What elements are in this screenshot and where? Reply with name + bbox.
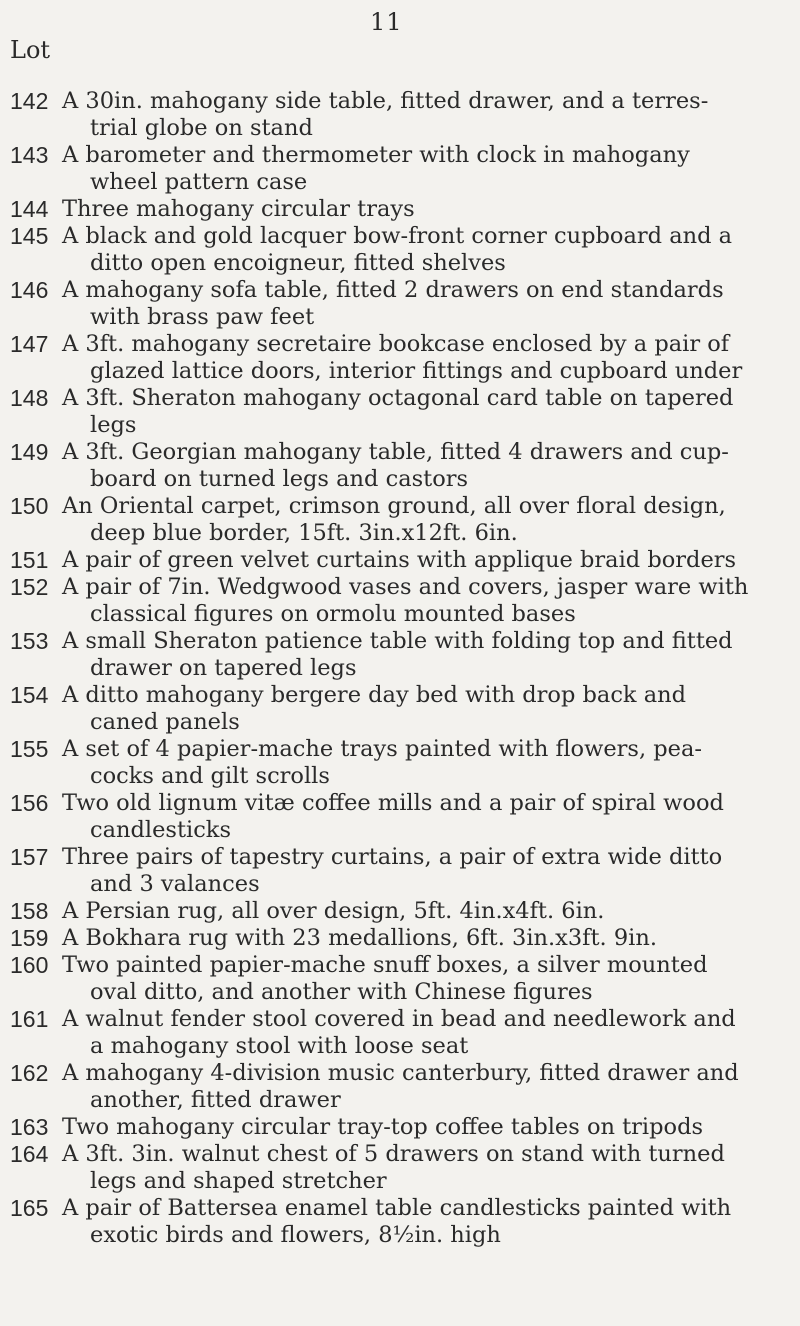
lot-entry xyxy=(10,682,790,736)
lot-description xyxy=(62,1060,790,1114)
lot-entry xyxy=(10,493,790,547)
lot-description-line: glazed lattice doors, interior fittings and cupboard under xyxy=(90,358,743,384)
lot-description-line: A mahogany 4-division music canterbury, fitted drawer and xyxy=(62,1060,739,1086)
lot-description xyxy=(62,223,790,277)
lot-description xyxy=(62,547,790,574)
lot-list xyxy=(10,88,790,1249)
lot-entry xyxy=(10,547,790,574)
lot-number: 161 xyxy=(10,1006,49,1032)
lot-description-line: An Oriental carpet, crimson ground, all over floral design, xyxy=(62,493,726,519)
lot-entry xyxy=(10,439,790,493)
lot-description-line: board on turned legs and castors xyxy=(90,466,469,492)
lot-description xyxy=(62,1114,790,1141)
lot-description-line: A walnut fender stool covered in bead and needlework and xyxy=(62,1006,736,1032)
lot-description-line: exotic birds and flowers, 8½in. high xyxy=(90,1222,501,1248)
lot-entry xyxy=(10,1141,790,1195)
lot-description-line: A pair of 7in. Wedgwood vases and covers, jasper ware with xyxy=(62,574,749,600)
lot-description xyxy=(62,331,790,385)
lot-description-line: A 30in. mahogany side table, fitted drawer, and a terres- xyxy=(62,88,709,114)
lot-number: 148 xyxy=(10,385,49,411)
lot-entry xyxy=(10,1006,790,1060)
lot-description xyxy=(62,682,790,736)
lot-description-line: and 3 valances xyxy=(90,871,260,897)
lot-description-line: A 3ft. Sheraton mahogany octagonal card table on tapered xyxy=(62,385,734,411)
lot-description xyxy=(62,952,790,1006)
lot-number: 147 xyxy=(10,331,49,357)
lot-description-line: another, fitted drawer xyxy=(90,1087,341,1113)
page-number: 11 xyxy=(370,8,403,36)
lot-number: 156 xyxy=(10,790,49,816)
lot-description-line: A small Sheraton patience table with folding top and fitted xyxy=(62,628,733,654)
lot-description-line: deep blue border, 15ft. 3in.x12ft. 6in. xyxy=(90,520,518,546)
lot-description-line: A Bokhara rug with 23 medallions, 6ft. 3in.x3ft. 9in. xyxy=(62,925,657,951)
lot-description-line: Two mahogany circular tray-top coffee tables on tripods xyxy=(62,1114,704,1140)
lot-number: 157 xyxy=(10,844,49,870)
lot-entry xyxy=(10,844,790,898)
lot-description xyxy=(62,628,790,682)
lot-description-line: Three mahogany circular trays xyxy=(62,196,415,222)
lot-number: 144 xyxy=(10,196,49,222)
lot-number: 151 xyxy=(10,547,49,573)
lot-description xyxy=(62,844,790,898)
lot-entry xyxy=(10,736,790,790)
lot-number: 146 xyxy=(10,277,49,303)
lot-description xyxy=(62,1141,790,1195)
lot-entry xyxy=(10,385,790,439)
lot-description-line: classical figures on ormolu mounted bases xyxy=(90,601,576,627)
lot-description xyxy=(62,925,790,952)
lot-number: 165 xyxy=(10,1195,49,1221)
lot-number: 155 xyxy=(10,736,49,762)
lot-description-line: cocks and gilt scrolls xyxy=(90,763,330,789)
lot-number: 154 xyxy=(10,682,49,708)
lot-description xyxy=(62,493,790,547)
lot-description xyxy=(62,898,790,925)
lot-number: 162 xyxy=(10,1060,49,1086)
lot-number: 149 xyxy=(10,439,49,465)
lot-description xyxy=(62,574,790,628)
lot-number: 150 xyxy=(10,493,49,519)
lot-number: 158 xyxy=(10,898,49,924)
lot-entry xyxy=(10,196,790,223)
lot-number: 163 xyxy=(10,1114,49,1140)
lot-description-line: A ditto mahogany bergere day bed with drop back and xyxy=(62,682,687,708)
lot-entry xyxy=(10,898,790,925)
lot-description-line: A 3ft. 3in. walnut chest of 5 drawers on stand with turned xyxy=(62,1141,725,1167)
lot-description-line: legs and shaped stretcher xyxy=(90,1168,387,1194)
lot-number: 159 xyxy=(10,925,49,951)
lot-description-line: A set of 4 papier-mache trays painted with flowers, pea- xyxy=(62,736,702,762)
lot-entry xyxy=(10,1195,790,1249)
lot-description-line: A barometer and thermometer with clock in mahogany xyxy=(62,142,690,168)
lot-entry xyxy=(10,223,790,277)
lot-description-line: A Persian rug, all over design, 5ft. 4in.x4ft. 6in. xyxy=(62,898,605,924)
lot-description-line: Three pairs of tapestry curtains, a pair of extra wide ditto xyxy=(62,844,723,870)
lot-description-line: A 3ft. mahogany secretaire bookcase enclosed by a pair of xyxy=(62,331,730,357)
lot-entry xyxy=(10,790,790,844)
lot-number: 164 xyxy=(10,1141,49,1167)
lot-description-line: A pair of green velvet curtains with applique braid borders xyxy=(62,547,737,573)
lot-description-line: caned panels xyxy=(90,709,240,735)
lot-description-line: trial globe on stand xyxy=(90,115,313,141)
lot-description xyxy=(62,790,790,844)
lot-description-line: ditto open encoigneur, fitted shelves xyxy=(90,250,506,276)
lot-number: 152 xyxy=(10,574,49,600)
lot-entry xyxy=(10,1114,790,1141)
lot-description xyxy=(62,1006,790,1060)
lot-description-line: a mahogany stool with loose seat xyxy=(90,1033,469,1059)
lot-entry xyxy=(10,331,790,385)
lot-entry xyxy=(10,628,790,682)
lot-description-line: Two painted papier-mache snuff boxes, a silver mounted xyxy=(62,952,708,978)
lot-number: 153 xyxy=(10,628,49,654)
lot-column-header: Lot xyxy=(10,36,51,64)
lot-entry xyxy=(10,277,790,331)
lot-description xyxy=(62,277,790,331)
lot-description xyxy=(62,736,790,790)
lot-entry xyxy=(10,88,790,142)
lot-entry xyxy=(10,574,790,628)
lot-description-line: wheel pattern case xyxy=(90,169,308,195)
lot-description-line: A 3ft. Georgian mahogany table, fitted 4 drawers and cup- xyxy=(62,439,729,465)
lot-description xyxy=(62,88,790,142)
lot-entry xyxy=(10,1060,790,1114)
lot-description-line: A black and gold lacquer bow-front corner cupboard and a xyxy=(62,223,733,249)
lot-description xyxy=(62,1195,790,1249)
lot-description-line: A pair of Battersea enamel table candlesticks painted with xyxy=(62,1195,732,1221)
lot-entry xyxy=(10,142,790,196)
lot-description xyxy=(62,439,790,493)
lot-number: 143 xyxy=(10,142,49,168)
lot-description-line: candlesticks xyxy=(90,817,231,843)
lot-description-line: A mahogany sofa table, fitted 2 drawers on end standards xyxy=(62,277,724,303)
lot-description-line: Two old lignum vitæ coffee mills and a pair of spiral wood xyxy=(62,790,724,816)
lot-description xyxy=(62,142,790,196)
lot-entry xyxy=(10,925,790,952)
lot-description-line: with brass paw feet xyxy=(90,304,315,330)
lot-description xyxy=(62,385,790,439)
lot-description-line: legs xyxy=(90,412,137,438)
lot-number: 142 xyxy=(10,88,49,114)
lot-description xyxy=(62,196,790,223)
lot-number: 160 xyxy=(10,952,49,978)
lot-description-line: oval ditto, and another with Chinese figures xyxy=(90,979,593,1005)
lot-entry xyxy=(10,952,790,1006)
lot-description-line: drawer on tapered legs xyxy=(90,655,357,681)
lot-number: 145 xyxy=(10,223,49,249)
